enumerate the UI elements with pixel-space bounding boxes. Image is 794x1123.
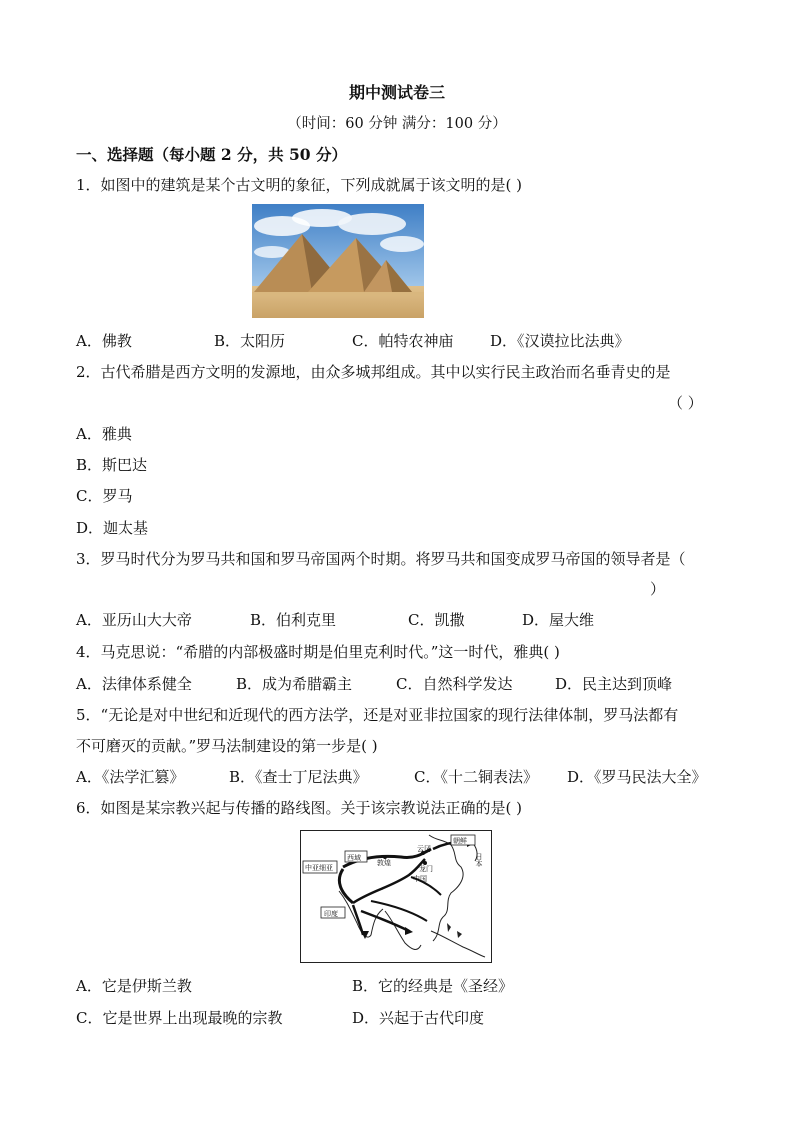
map-label-dunhuang: 敦煌 (377, 859, 391, 867)
question-2-option-b: B．斯巴达 (76, 456, 148, 474)
map-label-central-asia: 中亚细亚 (305, 864, 333, 872)
exam-info: （时间：60 分钟 满分：100 分） (287, 116, 507, 132)
question-1-stem: 1．如图中的建筑是某个古文明的象征，下列成就属于该文明的是( ) (76, 176, 523, 194)
question-3-option-b: B．伯利克里 (250, 611, 337, 629)
question-3-option-a: A．亚历山大大帝 (76, 611, 192, 629)
question-4-option-b: B．成为希腊霸主 (236, 675, 353, 693)
map-label-longmen: 龙门 (419, 865, 433, 873)
question-4-stem: 4．马克思说：“希腊的内部极盛时期是伯里克利时代。”这一时代，雅典( ) (76, 643, 560, 661)
question-1-option-a: A．佛教 (76, 332, 132, 350)
question-5-option-d: D．《罗马民法大全》 (567, 768, 707, 786)
question-6-option-d: D．兴起于古代印度 (352, 1009, 485, 1027)
pyramid-image (252, 204, 424, 318)
question-3-option-c: C．凯撒 (408, 611, 465, 629)
question-2-option-a: A．雅典 (76, 425, 132, 443)
map-label-japan: 日本 (475, 853, 483, 867)
religion-spread-map (300, 830, 492, 963)
question-6-option-c: C．它是世界上出现最晚的宗教 (76, 1009, 283, 1027)
question-1-option-c: C．帕特农神庙 (352, 332, 454, 350)
question-1-option-b: B．太阳历 (214, 332, 286, 350)
question-6-stem: 6．如图是某宗教兴起与传播的路线图。关于该宗教说法正确的是( ) (76, 799, 523, 817)
question-5-option-a: A．《法学汇篡》 (76, 768, 185, 786)
section-heading: 一、选择题（每小题 2 分，共 50 分） (76, 145, 347, 164)
question-4-option-d: D．民主达到顶峰 (555, 675, 673, 693)
question-5-stem-line1: 5．“无论是对中世纪和近现代的西方法学，还是对亚非拉国家的现行法律体制，罗马法都有 (76, 706, 679, 724)
question-2-answer-bracket: （ ） (668, 394, 703, 412)
question-3-option-d: D．屋大维 (522, 611, 595, 629)
question-5-option-c: C．《十二铜表法》 (414, 768, 538, 786)
map-label-india: 印度 (324, 910, 338, 918)
question-4-option-a: A．法律体系健全 (76, 675, 192, 693)
question-4-option-c: C．自然科学发达 (396, 675, 513, 693)
page-title: 期中测试卷三 (348, 83, 445, 102)
question-2-option-d: D．迦太基 (76, 519, 149, 537)
question-3-stem: 3．罗马时代分为罗马共和国和罗马帝国两个时期。将罗马共和国变成罗马帝国的领导者是（ (76, 550, 686, 568)
question-5-stem-line2: 不可磨灭的贡献。”罗马法制建设的第一步是( ) (76, 737, 378, 755)
question-2-stem: 2．古代希腊是西方文明的发源地，由众多城邦组成。其中以实行民主政治而名垂青史的是 (76, 363, 671, 381)
question-6-option-b: B．它的经典是《圣经》 (352, 977, 514, 995)
map-label-china: 中国 (413, 875, 427, 883)
question-5-option-b: B．《查士丁尼法典》 (229, 768, 368, 786)
question-6-option-a: A．它是伊斯兰教 (76, 977, 192, 995)
map-label-yungang: 云冈 (417, 845, 431, 853)
question-1-option-d: D．《汉谟拉比法典》 (490, 332, 630, 350)
map-label-korea: 朝鲜 (453, 837, 467, 845)
question-2-option-c: C．罗马 (76, 487, 133, 505)
map-label-western-regions: 西域 (347, 854, 361, 862)
question-3-answer-bracket: ） (650, 580, 666, 598)
